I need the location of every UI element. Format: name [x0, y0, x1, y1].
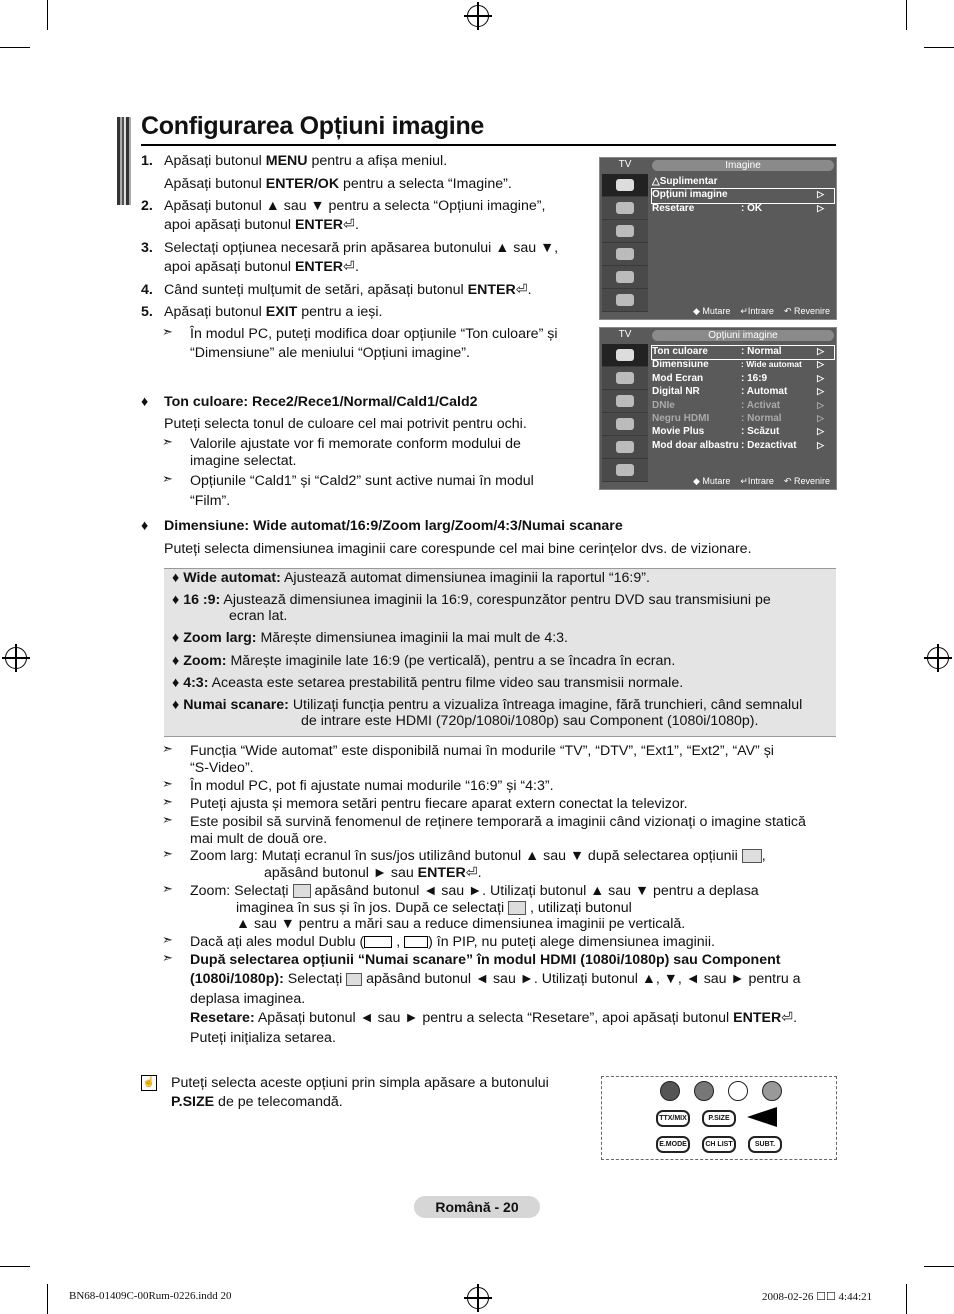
sound-icon: [602, 367, 648, 390]
note-arrow-icon: ➣: [162, 950, 173, 965]
crop-mark: [0, 1266, 30, 1267]
option-4-3: ♦ 4:3: Aceasta este setarea prestabilită pentru filme video sau transmisii normale.: [172, 675, 684, 691]
zoom-note: Zoom: Selectați apăsând butonul ◄ sau ►. Utilizați butonul ▲ sau ▼ pentru a deplasa: [190, 883, 759, 899]
file-name: BN68-01409C-00Rum-0226.indd 20: [69, 1290, 232, 1302]
pc-note-line-1: În modul PC, puteți modifica doar opțiunile “Ton culoare” și: [190, 326, 558, 342]
page-title: Configurarea Opțiuni imagine: [141, 112, 485, 140]
step-2-line-2: apoi apăsați butonul ENTER⏎.: [164, 217, 359, 233]
enter-icon: ⏎: [515, 282, 528, 298]
zoom-note-3: ▲ sau ▼ pentru a mări sau a reduce dimensiunea imaginii pe verticală.: [236, 916, 686, 932]
menu-row[interactable]: Mod doar albastru : Dezactivat ▷: [652, 439, 824, 451]
menu-sidebar: [602, 174, 648, 312]
menu-sidebar: [602, 344, 648, 482]
menu-row[interactable]: Digital NR : Automat ▷: [652, 386, 824, 398]
print-date: 2008-02-26 ☐☐ 4:44:21: [762, 1291, 873, 1303]
setup-icon: [602, 243, 648, 266]
note-line: Puteți ajusta și memora setări pentru fiecare aparat extern conectat la televizor.: [190, 796, 688, 812]
psize-note: Puteți selecta aceste opțiuni prin simpla apăsare a butonului: [171, 1075, 549, 1091]
note-line: “S-Video”.: [190, 760, 254, 776]
enter-icon: ⏎: [465, 865, 478, 881]
pip-icon: [364, 936, 392, 948]
zoomlarg-note: Zoom larg: Mutați ecranul în sus/jos utilizând butonul ▲ sau ▼ după selectarea opțiunii ,: [190, 848, 766, 864]
hdmi-note-2: (1080i/1080p): Selectați apăsând butonul ◄ sau ►. Utilizați butonul ▲, ▼, ◄ sau ► pentru a: [190, 971, 801, 987]
step-number: 4.: [141, 282, 153, 298]
option-wide-automat: ♦ Wide automat: Ajustează automat dimensiunea imaginii la raportul “16:9”.: [172, 570, 650, 586]
blue-button: [762, 1081, 782, 1101]
step-number: 3.: [141, 240, 153, 256]
pc-note-line-2: “Dimensiune” ale meniului “Opțiuni imagine”.: [190, 345, 470, 361]
hdmi-note-3: deplasa imaginea.: [190, 991, 306, 1007]
step-1-line-2: Apăsați butonul ENTER/OK pentru a selecta “Imagine”.: [164, 176, 512, 192]
screen-icon: [508, 901, 526, 915]
menu-tab: TV: [618, 159, 632, 170]
note-line: mai mult de două ore.: [190, 831, 328, 847]
step-1-line-1: Apăsați butonul MENU pentru a afișa meniul.: [164, 153, 448, 169]
title-rule: [141, 144, 836, 146]
tv-menu-optiuni-imagine: [599, 327, 837, 490]
setup-icon: [602, 413, 648, 436]
zoomlarg-note-2: apăsând butonul ► sau ENTER⏎.: [264, 865, 482, 881]
option-zoom: ♦ Zoom: Mărește imaginile late 16:9 (pe verticală), pentru a se încadra în ecran.: [172, 653, 676, 669]
note-arrow-icon: ➣: [162, 741, 173, 756]
ton-note-1b: imagine selectat.: [190, 453, 297, 469]
note-arrow-icon: ➣: [162, 434, 173, 449]
crop-mark: [906, 0, 907, 30]
application-icon: [602, 289, 648, 312]
crop-mark: [906, 1284, 907, 1314]
dublu-note: Dacă ați ales modul Dublu ( , ) în PIP, nu puteți alege dimensiunea imaginii.: [190, 934, 715, 950]
subt-button: SUBT.: [748, 1136, 782, 1153]
menu-header: Opțiuni imagine: [652, 330, 834, 341]
ton-note-2: Opțiunile “Cald1” și “Cald2” sunt active numai în modul: [190, 473, 534, 489]
green-button: [694, 1081, 714, 1101]
resetare-note: Resetare: Apăsați butonul ◄ sau ► pentru a selecta “Resetare”, apoi apăsați butonul ENTER⏎.: [190, 1010, 798, 1026]
sound-icon: [602, 197, 648, 220]
crop-mark: [924, 1266, 954, 1267]
menu-row[interactable]: Mod Ecran : 16:9 ▷: [652, 372, 824, 384]
page-number: Română - 20: [414, 1196, 540, 1218]
note-arrow-icon: ➣: [162, 812, 173, 827]
screen-icon: [293, 884, 311, 898]
chlist-button: CH LIST: [702, 1136, 736, 1153]
dim-heading: Dimensiune: Wide automat/16:9/Zoom larg/Zoom/4:3/Numai scanare: [164, 518, 623, 534]
emode-button: E.MODE: [656, 1136, 690, 1153]
channel-icon: [602, 220, 648, 243]
hdmi-note: După selectarea opțiunii “Numai scanare” în modul HDMI (1080i/1080p) sau Component: [190, 952, 781, 968]
step-2-line-1: Apăsați butonul ▲ sau ▼ pentru a selecta “Opțiuni imagine”,: [164, 198, 546, 214]
step-5-line: Apăsați butonul EXIT pentru a ieși.: [164, 304, 383, 320]
psize-button: P.SIZE: [702, 1110, 736, 1127]
pip-icon: [404, 936, 428, 948]
note-line: Este posibil să survină fenomenul de reținere temporară a imaginii când vizionați o imagine statică: [190, 814, 806, 830]
step-4-line: Când sunteți mulțumit de setări, apăsați butonul ENTER⏎.: [164, 282, 532, 298]
psize-note-2: P.SIZE de pe telecomandă.: [171, 1094, 343, 1110]
red-button: [660, 1081, 680, 1101]
menu-tab: TV: [618, 329, 632, 340]
menu-row-disabled: Negru HDMI : Normal ▷: [652, 412, 824, 424]
step-number: 5.: [141, 304, 153, 320]
picture-icon: [602, 174, 648, 197]
resetare-note-2: Puteți inițializa setarea.: [190, 1030, 336, 1046]
crop-mark: [47, 0, 48, 30]
menu-row[interactable]: Dimensiune : Wide automat ▷: [652, 359, 824, 371]
ton-note-1: Valorile ajustate vor fi memorate conform modului de: [190, 436, 521, 452]
note-arrow-icon: ➣: [162, 471, 173, 486]
note-arrow-icon: ➣: [162, 881, 173, 896]
zoom-note-2: imaginea în sus și în jos. După ce selectați , utilizați butonul: [236, 900, 632, 916]
ton-desc: Puteți selecta tonul de culoare cel mai potrivit pentru ochi.: [164, 416, 527, 432]
option-16-9-cont: ecran lat.: [229, 608, 288, 624]
menu-row[interactable]: △Suplimentar: [652, 176, 718, 187]
menu-footer: ◆ Mutare ↵Intrare ↶ Revenire: [692, 475, 830, 486]
input-icon: [602, 266, 648, 289]
note-arrow-icon: ➣: [162, 794, 173, 809]
step-3-line-2: apoi apăsați butonul ENTER⏎.: [164, 259, 359, 275]
application-icon: [602, 459, 648, 482]
enter-icon: ⏎: [343, 217, 355, 233]
note-arrow-icon: ➣: [162, 776, 173, 791]
menu-row[interactable]: Resetare : OK ▷: [652, 202, 824, 214]
crop-mark: [47, 1284, 48, 1314]
note-line: Funcția “Wide automat” este disponibilă numai în modurile “TV”, “DTV”, “Ext1”, “Ext2”, “AV” și: [190, 743, 774, 759]
step-number: 1.: [141, 153, 153, 169]
menu-footer: ◆ Mutare ↵Intrare ↶ Revenire: [692, 305, 830, 316]
step-3-line-1: Selectați opțiunea necesară prin apăsarea butonului ▲ sau ▼,: [164, 240, 559, 256]
dim-desc: Puteți selecta dimensiunea imaginii care corespunde cel mai bine cerințelor dvs. de vizionare.: [164, 541, 752, 557]
enter-icon: ⏎: [343, 259, 355, 275]
note-arrow-icon: ➣: [162, 932, 173, 947]
option-numai-scanare: ♦ Numai scanare: Utilizați funcția pentru a vizualiza întreaga imagine, fără trunchieri, când semnalul: [172, 697, 803, 713]
tv-menu-imagine: [599, 157, 837, 320]
bullet-icon: ♦: [141, 518, 149, 534]
menu-row-disabled: DNIe : Activat ▷: [652, 399, 824, 411]
menu-header: Imagine: [652, 160, 834, 171]
channel-icon: [602, 390, 648, 413]
menu-row[interactable]: Movie Plus : Scăzut ▷: [652, 426, 824, 438]
enter-icon: ⏎: [781, 1010, 794, 1026]
option-16-9: ♦ 16 :9: Ajustează dimensiunea imaginii la 16:9, corespunzător pentru DVD sau transmisiuni pe: [172, 592, 771, 608]
registration-mark-icon: [5, 647, 27, 669]
menu-row-selected[interactable]: Ton culoare : Normal ▷: [652, 346, 834, 359]
remote-hand-icon: ☝: [141, 1075, 157, 1091]
picture-icon: [602, 344, 648, 367]
ton-heading: Ton culoare: Rece2/Rece1/Normal/Cald1/Cald2: [164, 394, 478, 410]
input-icon: [602, 436, 648, 459]
step-number: 2.: [141, 198, 153, 214]
screen-icon: [742, 849, 762, 863]
registration-mark-icon: [927, 647, 949, 669]
note-arrow-icon: ➣: [162, 324, 173, 339]
title-decoration: [117, 117, 131, 205]
crop-mark: [924, 47, 954, 48]
yellow-button: [728, 1081, 748, 1101]
screen-icon: [346, 973, 362, 986]
pointer-arrow-icon: [747, 1107, 777, 1127]
option-zoom-larg: ♦ Zoom larg: Mărește dimensiunea imaginii la mai mult de 4:3.: [172, 630, 568, 646]
bullet-icon: ♦: [141, 394, 149, 410]
ttx-mix-button: TTX/MIX: [656, 1110, 690, 1127]
registration-mark-icon: [467, 1287, 489, 1309]
remote-illustration: [601, 1076, 837, 1160]
menu-row-selected[interactable]: Opțiuni imagine ▷: [652, 189, 834, 202]
crop-mark: [0, 47, 30, 48]
note-arrow-icon: ➣: [162, 846, 173, 861]
ton-note-2b: “Film”.: [190, 493, 231, 509]
option-numai-scanare-cont: de intrare este HDMI (720p/1080i/1080p) sau Component (1080i/1080p).: [301, 713, 759, 729]
registration-mark-icon: [467, 5, 489, 27]
note-line: În modul PC, pot fi ajustate numai modurile “16:9” și “4:3”.: [190, 778, 554, 794]
